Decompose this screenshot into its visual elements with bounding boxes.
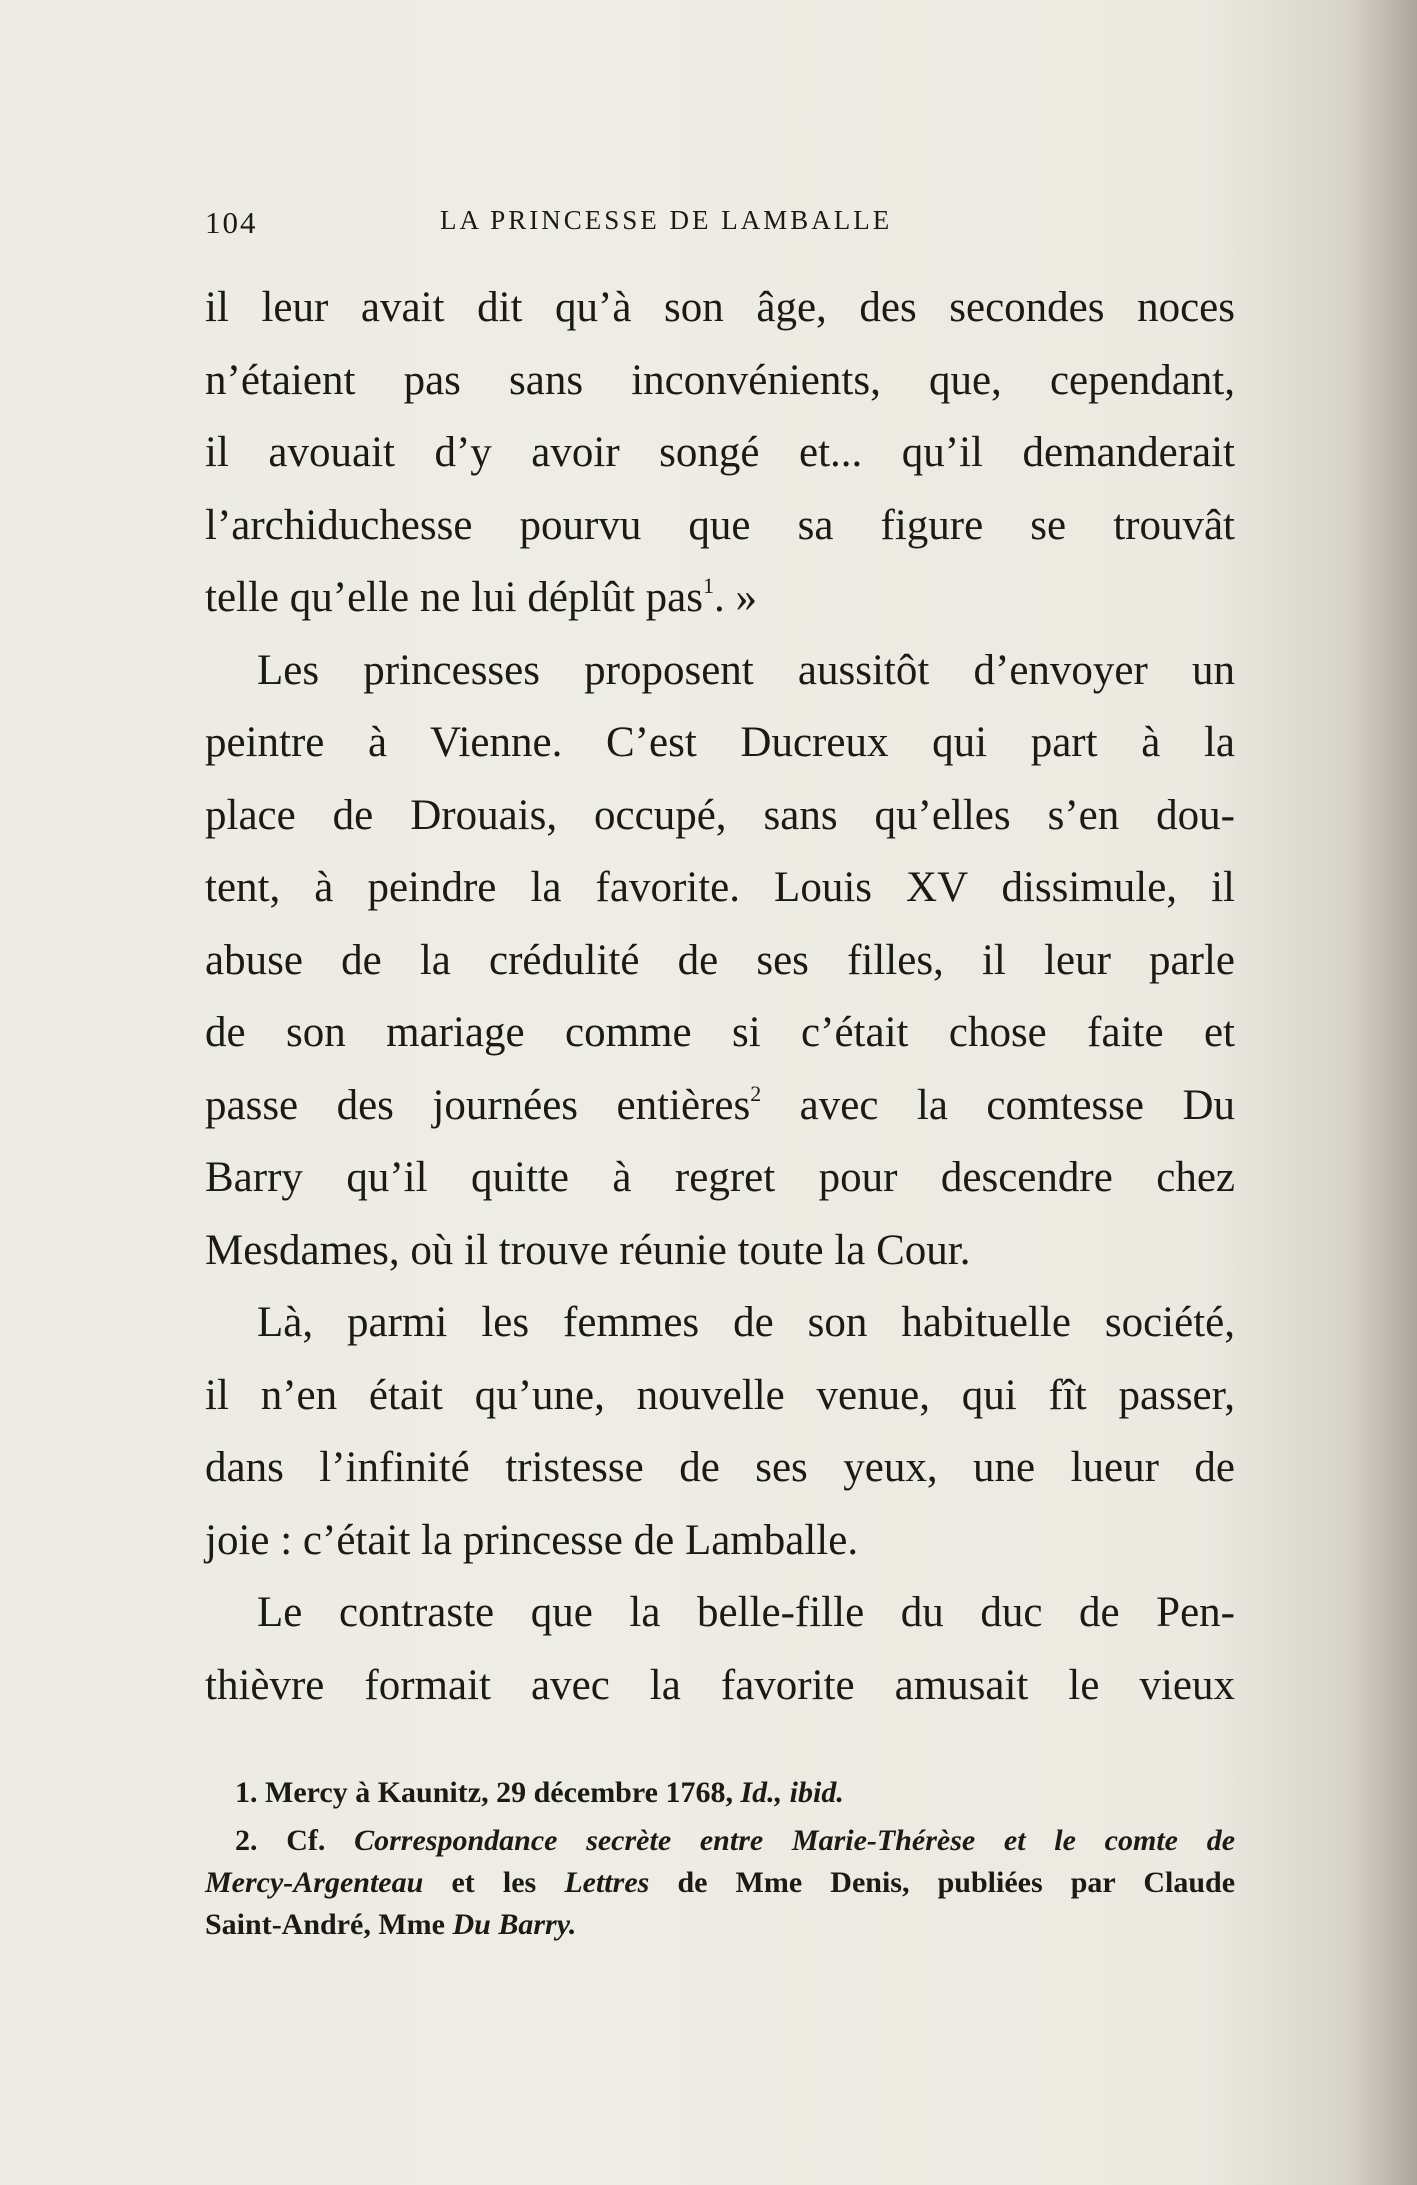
text-line: Mesdames, où il trouve réunie toute la Cour. [205,1226,971,1274]
text-line [205,1070,1235,1143]
text-fragment: avec la comtesse Du [799,1081,1235,1129]
text-line: l’archiduchesse pourvu que sa figure se trouvât [205,501,1235,549]
page-edge-shadow [1347,0,1417,2185]
footnote-italic: Mercy-Argenteau [205,1866,424,1899]
text-line: peintre à Vienne. C’est Ducreux qui part à la [205,719,1235,766]
text-line: thièvre formait avec la favorite amusait le vieux [205,1661,1235,1709]
text-line: joie : c’était la princesse de Lamballe. [205,1516,859,1564]
footnote-text: Saint-André, Mme [205,1908,445,1941]
text-line: Les princesses proposent aussitôt d’envoyer un [257,646,1235,694]
footnote-2-continued [205,1862,1235,1904]
footnote-mark: 1 [702,573,714,598]
footnote-mark: 2 [750,1080,762,1106]
text-line: de son mariage comme si c’était chose faite et [205,1009,1235,1056]
footnote-2 [205,1820,1235,1862]
footnote-2-end [205,1904,1235,1946]
text-line: Barry qu’il quitte à regret pour descendre chez [205,1154,1235,1201]
text-line: Le contraste que la belle-fille du duc de Pen- [257,1589,1235,1636]
footnote-text: de Mme Denis, publiées par Claude [677,1866,1236,1899]
text-fragment: telle qu’elle ne lui déplût pas [205,574,703,621]
text-line: il leur avait dit qu’à son âge, des secondes noces [205,284,1235,331]
running-title: LA PRINCESSE DE LAMBALLE [440,205,893,235]
page-header [205,205,1015,245]
footnote-italic: Du Barry. [452,1908,577,1941]
text-line: il avouait d’y avoir songé et... qu’il demanderait [205,429,1235,476]
page-number: 104 [205,205,258,240]
text-line: abuse de la crédulité de ses filles, il leur parle [205,936,1235,984]
footnote-italic: Id., ibid. [740,1776,844,1809]
text-line: place de Drouais, occupé, sans qu’elles s’en dou- [205,791,1235,839]
text-line [205,562,1235,635]
text-fragment: . » [713,574,757,621]
footnote-text: 2. Cf. [235,1824,326,1857]
main-text [205,272,1235,1722]
text-fragment: passe des journées entières [205,1081,751,1129]
footnote-italic: Lettres [564,1866,650,1899]
text-line: il n’en était qu’une, nouvelle venue, qui fît passer, [205,1371,1235,1419]
footnote-text: et les [451,1866,537,1899]
footnote-1 [205,1772,1235,1814]
text-line: tent, à peindre la favorite. Louis XV dissimule, il [205,864,1235,911]
footnote-text: 1. Mercy à Kaunitz, 29 décembre 1768, [235,1776,733,1809]
text-line: dans l’infinité tristesse de ses yeux, une lueur de [205,1444,1235,1491]
footnotes [205,1772,1235,1946]
text-line: n’étaient pas sans inconvénients, que, cependant, [205,356,1235,404]
footnote-italic: Correspondance secrète entre Marie-Thérèse et le comte de [354,1824,1236,1857]
text-line: Là, parmi les femmes de son habituelle société, [257,1299,1235,1346]
